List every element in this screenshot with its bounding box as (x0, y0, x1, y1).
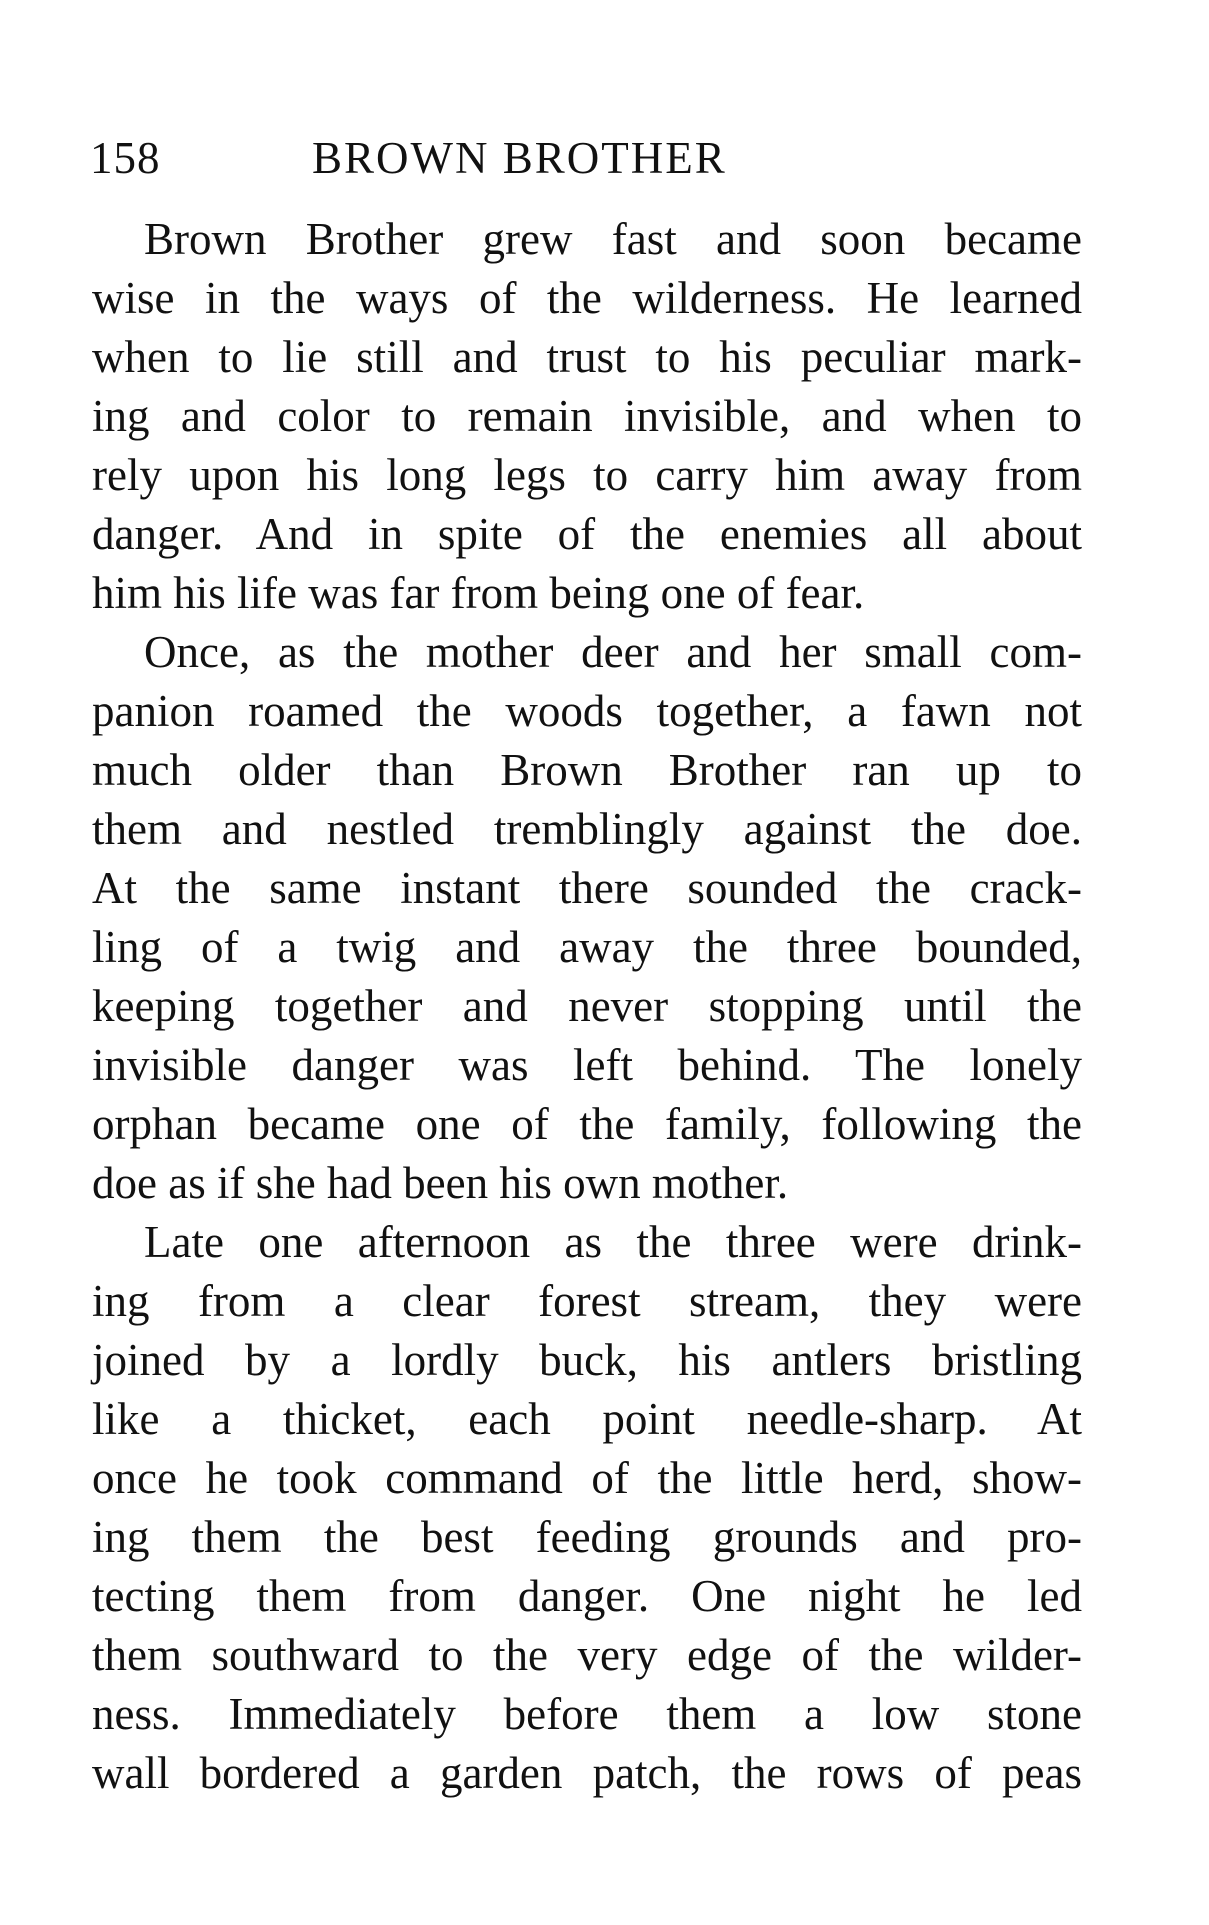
text-line: ing and color to remain invisible, and when to (92, 391, 1082, 441)
text-line: panion roamed the woods together, a fawn not (92, 686, 1082, 736)
text-line: orphan became one of the family, following the (92, 1099, 1082, 1149)
text-line: Brown Brother grew fast and soon became (144, 214, 1082, 264)
paragraph-1 (92, 210, 1082, 623)
text-line: ing them the best feeding grounds and pro- (92, 1512, 1082, 1562)
text-line: wall bordered a garden patch, the rows of peas (92, 1748, 1082, 1798)
paragraph-3 (92, 1213, 1082, 1803)
body-text (92, 210, 1082, 1803)
text-line: ling of a twig and away the three bounded, (92, 922, 1082, 972)
text-line: when to lie still and trust to his peculiar mark- (92, 332, 1082, 382)
text-line: ing from a clear forest stream, they were (92, 1276, 1082, 1326)
text-line: like a thicket, each point needle-sharp. At (92, 1394, 1082, 1444)
page-number: 158 (90, 133, 161, 183)
text-line: joined by a lordly buck, his antlers bristling (92, 1335, 1082, 1385)
text-line: invisible danger was left behind. The lonely (92, 1040, 1082, 1090)
text-line: tecting them from danger. One night he led (92, 1571, 1082, 1621)
text-line: much older than Brown Brother ran up to (92, 745, 1082, 795)
text-line: him his life was far from being one of fear. (92, 568, 865, 618)
text-line: Late one afternoon as the three were drink- (144, 1217, 1082, 1267)
text-line: At the same instant there sounded the crack- (92, 863, 1082, 913)
text-line: wise in the ways of the wilderness. He learned (92, 273, 1082, 323)
text-line: doe as if she had been his own mother. (92, 1158, 789, 1208)
text-line: them southward to the very edge of the wilder- (92, 1630, 1082, 1680)
book-title: BROWN BROTHER (312, 133, 727, 183)
text-line: danger. And in spite of the enemies all about (92, 509, 1082, 559)
text-line: rely upon his long legs to carry him away from (92, 450, 1082, 500)
text-line: keeping together and never stopping until the (92, 981, 1082, 1031)
text-line: Once, as the mother deer and her small com- (144, 627, 1082, 677)
paragraph-2 (92, 623, 1082, 1213)
running-head (90, 128, 1080, 188)
text-line: once he took command of the little herd, show- (92, 1453, 1082, 1503)
text-line: ness. Immediately before them a low stone (92, 1689, 1082, 1739)
text-line: them and nestled tremblingly against the doe. (92, 804, 1082, 854)
